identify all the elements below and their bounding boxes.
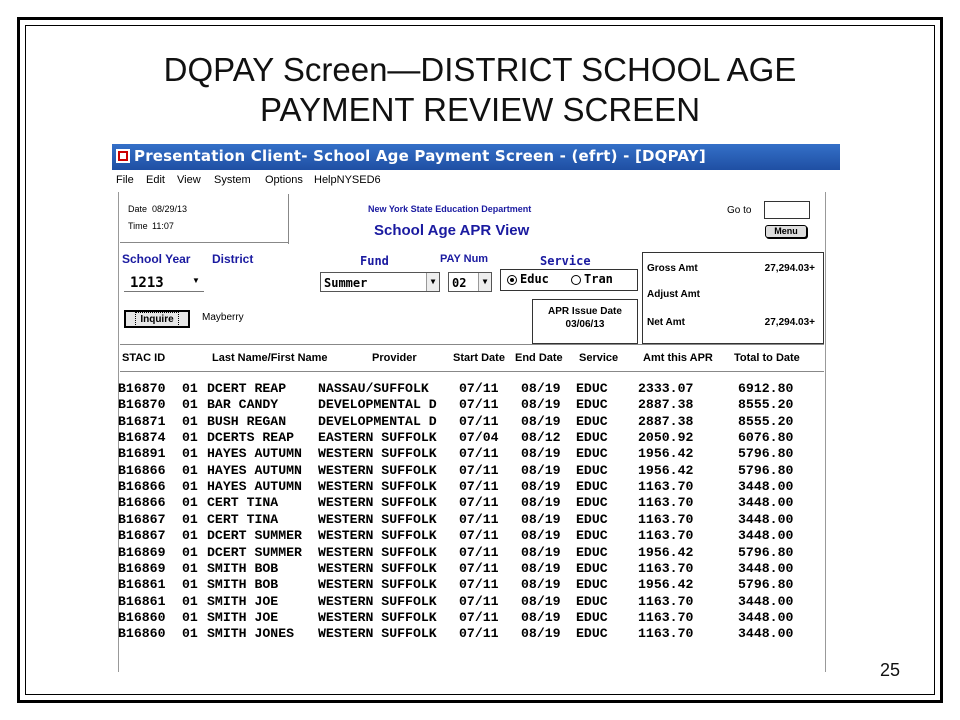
header-divider-left — [120, 242, 288, 243]
app-icon — [116, 149, 130, 163]
cell-stac-id: B16870 — [118, 397, 166, 413]
cell-end-date: 08/19 — [521, 462, 561, 478]
cell-name: CERT TINA — [207, 495, 279, 511]
cell-amt-this-apr: 1163.70 — [638, 528, 694, 544]
cell-amt-this-apr: 1163.70 — [638, 609, 694, 625]
cell-service: EDUC — [576, 528, 608, 544]
cell-total-to-date: 6076.80 — [738, 430, 794, 446]
cell-name: SMITH JOE — [207, 593, 279, 609]
cell-name: SMITH JOE — [207, 609, 279, 625]
cell-stac-id: B16860 — [118, 626, 166, 642]
cell-start-date: 07/04 — [459, 430, 499, 446]
service-educ-radio[interactable] — [507, 275, 517, 285]
cell-start-date: 07/11 — [459, 511, 499, 527]
cell-stac-id: B16866 — [118, 462, 166, 478]
cell-provider: WESTERN SUFFOLK — [318, 462, 437, 478]
col-header-provider: Provider — [372, 352, 417, 364]
cell-seq: 01 — [182, 528, 198, 544]
cell-end-date: 08/19 — [521, 413, 561, 429]
cell-amt-this-apr: 1163.70 — [638, 593, 694, 609]
cell-total-to-date: 3448.00 — [738, 495, 794, 511]
cell-start-date: 07/11 — [459, 462, 499, 478]
form-bottom-divider — [120, 344, 824, 345]
slide-page-number: 25 — [880, 660, 901, 680]
cell-name: CERT TINA — [207, 511, 279, 527]
date-value: 08/29/13 — [152, 204, 188, 214]
school-year-value[interactable]: 1213 — [130, 275, 164, 291]
fund-value: Summer — [324, 276, 368, 290]
cell-start-date: 07/11 — [459, 609, 499, 625]
cell-service: EDUC — [576, 446, 608, 462]
cell-service: EDUC — [576, 381, 608, 396]
cell-end-date: 08/19 — [521, 446, 561, 462]
table-row[interactable] — [118, 610, 818, 627]
table-header-divider — [120, 371, 824, 372]
apr-issue-label: APR Issue Date — [548, 306, 622, 317]
cell-stac-id: B16861 — [118, 577, 166, 593]
cell-provider: DEVELOPMENTAL D — [318, 397, 437, 413]
cell-start-date: 07/11 — [459, 626, 499, 642]
cell-service: EDUC — [576, 413, 608, 429]
cell-seq: 01 — [182, 381, 198, 396]
cell-seq: 01 — [182, 413, 198, 429]
cell-service: EDUC — [576, 560, 608, 576]
table-row[interactable] — [118, 512, 818, 529]
col-header-start-date: Start Date — [453, 352, 505, 364]
cell-seq: 01 — [182, 626, 198, 642]
table-row[interactable] — [118, 430, 818, 447]
table-row[interactable] — [118, 545, 818, 562]
district-name: Mayberry — [202, 312, 244, 323]
cell-total-to-date: 3448.00 — [738, 528, 794, 544]
cell-end-date: 08/19 — [521, 511, 561, 527]
col-header-name: Last Name/First Name — [212, 352, 328, 364]
cell-total-to-date: 6912.80 — [738, 381, 794, 396]
cell-service: EDUC — [576, 609, 608, 625]
table-row[interactable] — [118, 528, 818, 545]
menu-button[interactable]: Menu — [765, 225, 807, 238]
table-row[interactable] — [118, 414, 818, 431]
cell-start-date: 07/11 — [459, 479, 499, 495]
cell-name: HAYES AUTUMN — [207, 479, 302, 495]
time-value: 11:07 — [152, 221, 174, 231]
cell-stac-id: B16869 — [118, 560, 166, 576]
cell-amt-this-apr: 1163.70 — [638, 495, 694, 511]
pay-num-select[interactable] — [448, 272, 492, 292]
cell-provider: WESTERN SUFFOLK — [318, 479, 437, 495]
cell-start-date: 07/11 — [459, 397, 499, 413]
cell-service: EDUC — [576, 593, 608, 609]
cell-start-date: 07/11 — [459, 381, 499, 396]
net-amt-value: 27,294.03+ — [764, 317, 815, 328]
cell-name: SMITH BOB — [207, 577, 279, 593]
cell-provider: WESTERN SUFFOLK — [318, 511, 437, 527]
apr-issue-box — [532, 299, 638, 344]
cell-amt-this-apr: 2050.92 — [638, 430, 694, 446]
cell-amt-this-apr: 1163.70 — [638, 479, 694, 495]
cell-service: EDUC — [576, 577, 608, 593]
col-header-total-to-date: Total to Date — [734, 352, 800, 364]
cell-provider: WESTERN SUFFOLK — [318, 593, 437, 609]
cell-service: EDUC — [576, 495, 608, 511]
cell-end-date: 08/19 — [521, 381, 561, 396]
cell-service: EDUC — [576, 462, 608, 478]
cell-start-date: 07/11 — [459, 593, 499, 609]
cell-name: DCERT REAP — [207, 381, 287, 396]
cell-end-date: 08/19 — [521, 609, 561, 625]
cell-stac-id: B16874 — [118, 430, 166, 446]
cell-total-to-date: 8555.20 — [738, 397, 794, 413]
view-title: School Age APR View — [374, 222, 530, 239]
cell-amt-this-apr: 2333.07 — [638, 381, 694, 396]
table-row[interactable] — [118, 577, 818, 594]
cell-total-to-date: 5796.80 — [738, 462, 794, 478]
cell-service: EDUC — [576, 479, 608, 495]
cell-start-date: 07/11 — [459, 446, 499, 462]
goto-input[interactable] — [764, 201, 810, 219]
cell-amt-this-apr: 1956.42 — [638, 577, 694, 593]
time-label: Time — [128, 221, 148, 231]
table-row[interactable] — [118, 495, 818, 512]
table-row[interactable] — [118, 463, 818, 480]
cell-provider: NASSAU/SUFFOLK — [318, 381, 429, 396]
cell-end-date: 08/19 — [521, 577, 561, 593]
cell-provider: WESTERN SUFFOLK — [318, 609, 437, 625]
cell-stac-id: B16867 — [118, 511, 166, 527]
cell-seq: 01 — [182, 560, 198, 576]
cell-stac-id: B16891 — [118, 446, 166, 462]
goto-label: Go to — [727, 205, 752, 216]
window-titlebar[interactable] — [112, 144, 840, 170]
cell-seq: 01 — [182, 544, 198, 560]
cell-end-date: 08/19 — [521, 528, 561, 544]
cell-service: EDUC — [576, 430, 608, 446]
cell-provider: WESTERN SUFFOLK — [318, 528, 437, 544]
cell-total-to-date: 5796.80 — [738, 544, 794, 560]
date-label: Date — [128, 204, 148, 214]
cell-name: HAYES AUTUMN — [207, 446, 302, 462]
menu-help[interactable]: HelpNYSED6 — [314, 174, 381, 186]
cell-start-date: 07/11 — [459, 577, 499, 593]
table-row[interactable] — [118, 479, 818, 496]
fund-select[interactable] — [320, 272, 440, 292]
cell-total-to-date: 5796.80 — [738, 577, 794, 593]
cell-service: EDUC — [576, 397, 608, 413]
gross-amt-label: Gross Amt — [647, 263, 698, 274]
cell-provider: WESTERN SUFFOLK — [318, 446, 437, 462]
cell-start-date: 07/11 — [459, 413, 499, 429]
cell-amt-this-apr: 2887.38 — [638, 413, 694, 429]
cell-start-date: 07/11 — [459, 528, 499, 544]
service-radio-group — [500, 269, 638, 291]
service-label: Service — [540, 254, 591, 268]
cell-provider: WESTERN SUFFOLK — [318, 577, 437, 593]
cell-name: BUSH REGAN — [207, 413, 287, 429]
cell-start-date: 07/11 — [459, 560, 499, 576]
fund-label: Fund — [360, 254, 389, 268]
cell-amt-this-apr: 1163.70 — [638, 626, 694, 642]
menu-options[interactable]: Options — [265, 174, 303, 186]
cell-stac-id: B16861 — [118, 593, 166, 609]
table-row[interactable] — [118, 381, 818, 398]
header-divider-vertical — [288, 194, 289, 244]
inquire-button[interactable] — [124, 310, 190, 328]
adjust-amt-label: Adjust Amt — [647, 289, 700, 300]
cell-seq: 01 — [182, 511, 198, 527]
cell-end-date: 08/12 — [521, 430, 561, 446]
cell-end-date: 08/19 — [521, 397, 561, 413]
amounts-box — [642, 252, 824, 344]
cell-name: BAR CANDY — [207, 397, 279, 413]
cell-seq: 01 — [182, 430, 198, 446]
cell-start-date: 07/11 — [459, 544, 499, 560]
menu-system[interactable]: System — [214, 174, 251, 186]
cell-name: SMITH JONES — [207, 626, 295, 642]
service-tran-radio[interactable] — [571, 275, 581, 285]
org-name: New York State Education Department — [368, 204, 532, 214]
table-row[interactable] — [118, 397, 818, 414]
content-right-border — [825, 192, 827, 672]
cell-name: DCERT SUMMER — [207, 544, 302, 560]
cell-total-to-date: 3448.00 — [738, 560, 794, 576]
table-row[interactable] — [118, 626, 818, 643]
cell-seq: 01 — [182, 577, 198, 593]
cell-amt-this-apr: 1163.70 — [638, 560, 694, 576]
cell-provider: WESTERN SUFFOLK — [318, 560, 437, 576]
table-row[interactable] — [118, 561, 818, 578]
cell-provider: WESTERN SUFFOLK — [318, 626, 437, 642]
cell-seq: 01 — [182, 397, 198, 413]
cell-stac-id: B16866 — [118, 479, 166, 495]
cell-seq: 01 — [182, 609, 198, 625]
table-row[interactable] — [118, 594, 818, 611]
menu-view[interactable]: View — [177, 174, 201, 186]
menu-edit[interactable]: Edit — [146, 174, 165, 186]
slide-title-line-2: PAYMENT REVIEW SCREEN — [259, 91, 701, 128]
col-header-service: Service — [579, 352, 619, 364]
cell-amt-this-apr: 1956.42 — [638, 544, 694, 560]
cell-stac-id: B16869 — [118, 544, 166, 560]
cell-stac-id: B16860 — [118, 609, 166, 625]
pay-num-value: 02 — [452, 276, 467, 290]
gross-amt-value: 27,294.03+ — [764, 263, 815, 274]
cell-name: DCERT SUMMER — [207, 528, 302, 544]
cell-provider: WESTERN SUFFOLK — [318, 544, 437, 560]
cell-total-to-date: 3448.00 — [738, 593, 794, 609]
service-tran-label[interactable]: Tran — [584, 272, 613, 286]
district-label: District — [212, 252, 254, 266]
cell-stac-id: B16871 — [118, 413, 166, 429]
col-header-stac-id: STAC ID — [122, 352, 166, 364]
school-year-label: School Year — [122, 252, 191, 266]
service-educ-label[interactable]: Educ — [520, 272, 549, 286]
cell-seq: 01 — [182, 446, 198, 462]
cell-stac-id: B16866 — [118, 495, 166, 511]
cell-total-to-date: 5796.80 — [738, 446, 794, 462]
col-header-amt-this-apr: Amt this APR — [643, 352, 713, 364]
cell-provider: EASTERN SUFFOLK — [318, 430, 437, 446]
cell-total-to-date: 8555.20 — [738, 413, 794, 429]
cell-name: DCERTS REAP — [207, 430, 295, 446]
cell-seq: 01 — [182, 495, 198, 511]
cell-amt-this-apr: 1956.42 — [638, 462, 694, 478]
cell-total-to-date: 3448.00 — [738, 609, 794, 625]
cell-service: EDUC — [576, 626, 608, 642]
cell-provider: WESTERN SUFFOLK — [318, 495, 437, 511]
cell-total-to-date: 3448.00 — [738, 626, 794, 642]
cell-provider: DEVELOPMENTAL D — [318, 413, 437, 429]
cell-service: EDUC — [576, 544, 608, 560]
cell-end-date: 08/19 — [521, 560, 561, 576]
cell-end-date: 08/19 — [521, 479, 561, 495]
slide-title — [40, 50, 920, 130]
net-amt-label: Net Amt — [647, 317, 685, 328]
school-year-dropdown-icon[interactable]: ▼ — [192, 276, 200, 285]
application-window — [112, 144, 840, 672]
inquire-button-label: Inquire — [135, 312, 178, 327]
cell-name: SMITH BOB — [207, 560, 279, 576]
cell-stac-id: B16867 — [118, 528, 166, 544]
cell-amt-this-apr: 1956.42 — [638, 446, 694, 462]
apr-issue-value: 03/06/13 — [565, 319, 605, 330]
cell-total-to-date: 3448.00 — [738, 511, 794, 527]
menu-file[interactable]: File — [116, 174, 134, 186]
cell-seq: 01 — [182, 479, 198, 495]
fund-dropdown-icon[interactable]: ▼ — [426, 273, 439, 291]
pay-num-dropdown-icon[interactable]: ▼ — [478, 273, 491, 291]
slide-title-line-1: DQPAY Screen—DISTRICT SCHOOL AGE — [163, 51, 797, 88]
menu-bar — [112, 172, 840, 190]
cell-service: EDUC — [576, 511, 608, 527]
cell-start-date: 07/11 — [459, 495, 499, 511]
cell-name: HAYES AUTUMN — [207, 462, 302, 478]
cell-amt-this-apr: 2887.38 — [638, 397, 694, 413]
cell-end-date: 08/19 — [521, 626, 561, 642]
cell-seq: 01 — [182, 462, 198, 478]
cell-end-date: 08/19 — [521, 593, 561, 609]
cell-end-date: 08/19 — [521, 544, 561, 560]
school-year-underline — [124, 291, 204, 292]
cell-end-date: 08/19 — [521, 495, 561, 511]
col-header-end-date: End Date — [515, 352, 563, 364]
cell-seq: 01 — [182, 593, 198, 609]
cell-amt-this-apr: 1163.70 — [638, 511, 694, 527]
pay-num-label: PAY Num — [440, 253, 489, 265]
cell-stac-id: B16870 — [118, 381, 166, 396]
table-row[interactable] — [118, 446, 818, 463]
cell-total-to-date: 3448.00 — [738, 479, 794, 495]
window-title: Presentation Client- School Age Payment Screen - (efrt) - [DQPAY] — [134, 147, 706, 165]
